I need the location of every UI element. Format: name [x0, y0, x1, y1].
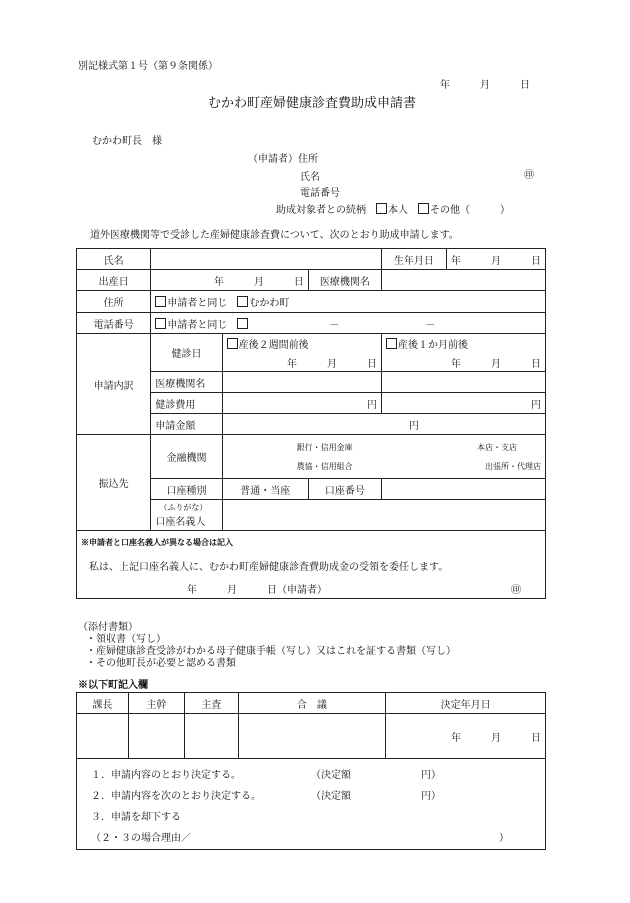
- checkbox-same-phone[interactable]: [155, 318, 166, 329]
- label-amount: 申請金額: [151, 414, 222, 435]
- col-shukan: 主幹: [128, 693, 184, 714]
- addressee: むかわ町長 様: [92, 136, 162, 147]
- decision-date[interactable]: 年 月 日: [386, 714, 546, 759]
- label-bank: 金融機関: [151, 435, 222, 479]
- office-table: [76, 692, 546, 850]
- intro-text: 道外医療機関等で受診した産婦健康診査費について、次のとおり助成申請します。: [90, 230, 459, 241]
- seal-mark: ㊞: [524, 170, 534, 181]
- checkbox-other[interactable]: [418, 203, 429, 214]
- checkup-1month[interactable]: 産後１か月前後 年 月 日: [381, 334, 545, 372]
- label-acct-type: 口座種別: [151, 479, 222, 500]
- input-fee-2[interactable]: 円: [381, 393, 545, 414]
- label-name: 氏名: [77, 249, 151, 270]
- col-kacho: 課長: [77, 693, 129, 714]
- label-fee: 健診費用: [151, 393, 222, 414]
- checkbox-self[interactable]: [376, 203, 387, 214]
- input-amount[interactable]: 円: [222, 414, 545, 435]
- acct-type-value[interactable]: 普通・当座: [222, 479, 308, 500]
- col-shusa: 主査: [184, 693, 238, 714]
- delegation-section: ※申請者と口座名義人が異なる場合は記入 私は、上記口座名義人に、むかわ町産婦健康診査費助成金の受領を委任します。 年 月 日（申請者） ㊞: [77, 531, 546, 599]
- decision-section: １．申請内容のとおり決定する。 （決定額 円） ２．申請内容を次のとおり決定する。 （決定額 円） ３．申請を却下する （２・３の場合理由／ ）: [77, 759, 546, 850]
- input-med-inst-2[interactable]: [381, 372, 545, 393]
- col-gogi: 合 議: [238, 693, 386, 714]
- input-dob[interactable]: 年 月 日: [446, 249, 545, 270]
- checkbox-mukawa[interactable]: [237, 296, 248, 307]
- address-options[interactable]: 申請者と同じ むかわ町: [151, 291, 546, 313]
- bank-options[interactable]: 銀行・信用金庫 本店・支店 農協・信用組合 出張所・代理店: [222, 435, 545, 479]
- phone-options[interactable]: 申請者と同じ － －: [151, 313, 546, 334]
- label-phone: 電話番号: [77, 313, 151, 334]
- label-birth: 出産日: [77, 270, 151, 291]
- input-institution[interactable]: [381, 270, 545, 291]
- stamp-kacho[interactable]: [77, 714, 129, 759]
- col-decision-date: 決定年月日: [386, 693, 546, 714]
- input-name[interactable]: [151, 249, 382, 270]
- page-title: むかわ町産婦健康診査費助成申請書: [208, 96, 417, 111]
- label-holder: （ふりがな） 口座名義人: [151, 500, 222, 531]
- header-date: 年 月 日: [440, 80, 530, 91]
- label-acct-no: 口座番号: [308, 479, 381, 500]
- input-acct-no[interactable]: [381, 479, 545, 500]
- office-heading: ※以下町記入欄: [78, 680, 148, 691]
- attachments: （添付書類） ・領収書（写し） ・産婦健康診査受診がわかる母子健康手帳（写し）又はこれを証する書類（写し） ・その他町長が必要と認める書類: [78, 622, 456, 669]
- label-transfer: 振込先: [77, 435, 151, 531]
- applicant-name-label: 氏名: [300, 172, 320, 183]
- label-checkup-date: 健診日: [151, 334, 222, 372]
- label-breakdown: 申請内訳: [77, 334, 151, 435]
- stamp-shukan[interactable]: [128, 714, 184, 759]
- stamp-gogi[interactable]: [238, 714, 386, 759]
- input-med-inst-1[interactable]: [222, 372, 381, 393]
- stamp-shusa[interactable]: [184, 714, 238, 759]
- input-birth[interactable]: 年 月 日: [151, 270, 309, 291]
- label-dob: 生年月日: [381, 249, 446, 270]
- label-med-inst: 医療機関名: [151, 372, 222, 393]
- form-number: 別記様式第１号（第９条関係）: [78, 61, 218, 72]
- application-table: [76, 248, 546, 599]
- relation-row: 助成対象者との続柄 本人 その他（ ）: [276, 205, 510, 216]
- input-fee-1[interactable]: 円: [222, 393, 381, 414]
- label-address: 住所: [77, 291, 151, 313]
- applicant-phone-label: 電話番号: [300, 188, 340, 199]
- input-holder[interactable]: [222, 500, 545, 531]
- checkup-2weeks[interactable]: 産後２週間前後 年 月 日: [222, 334, 381, 372]
- applicant-address: （申請者）住所: [248, 154, 318, 165]
- checkbox-other-phone[interactable]: [237, 318, 248, 329]
- checkbox-same-address[interactable]: [155, 296, 166, 307]
- label-institution: 医療機関名: [308, 270, 381, 291]
